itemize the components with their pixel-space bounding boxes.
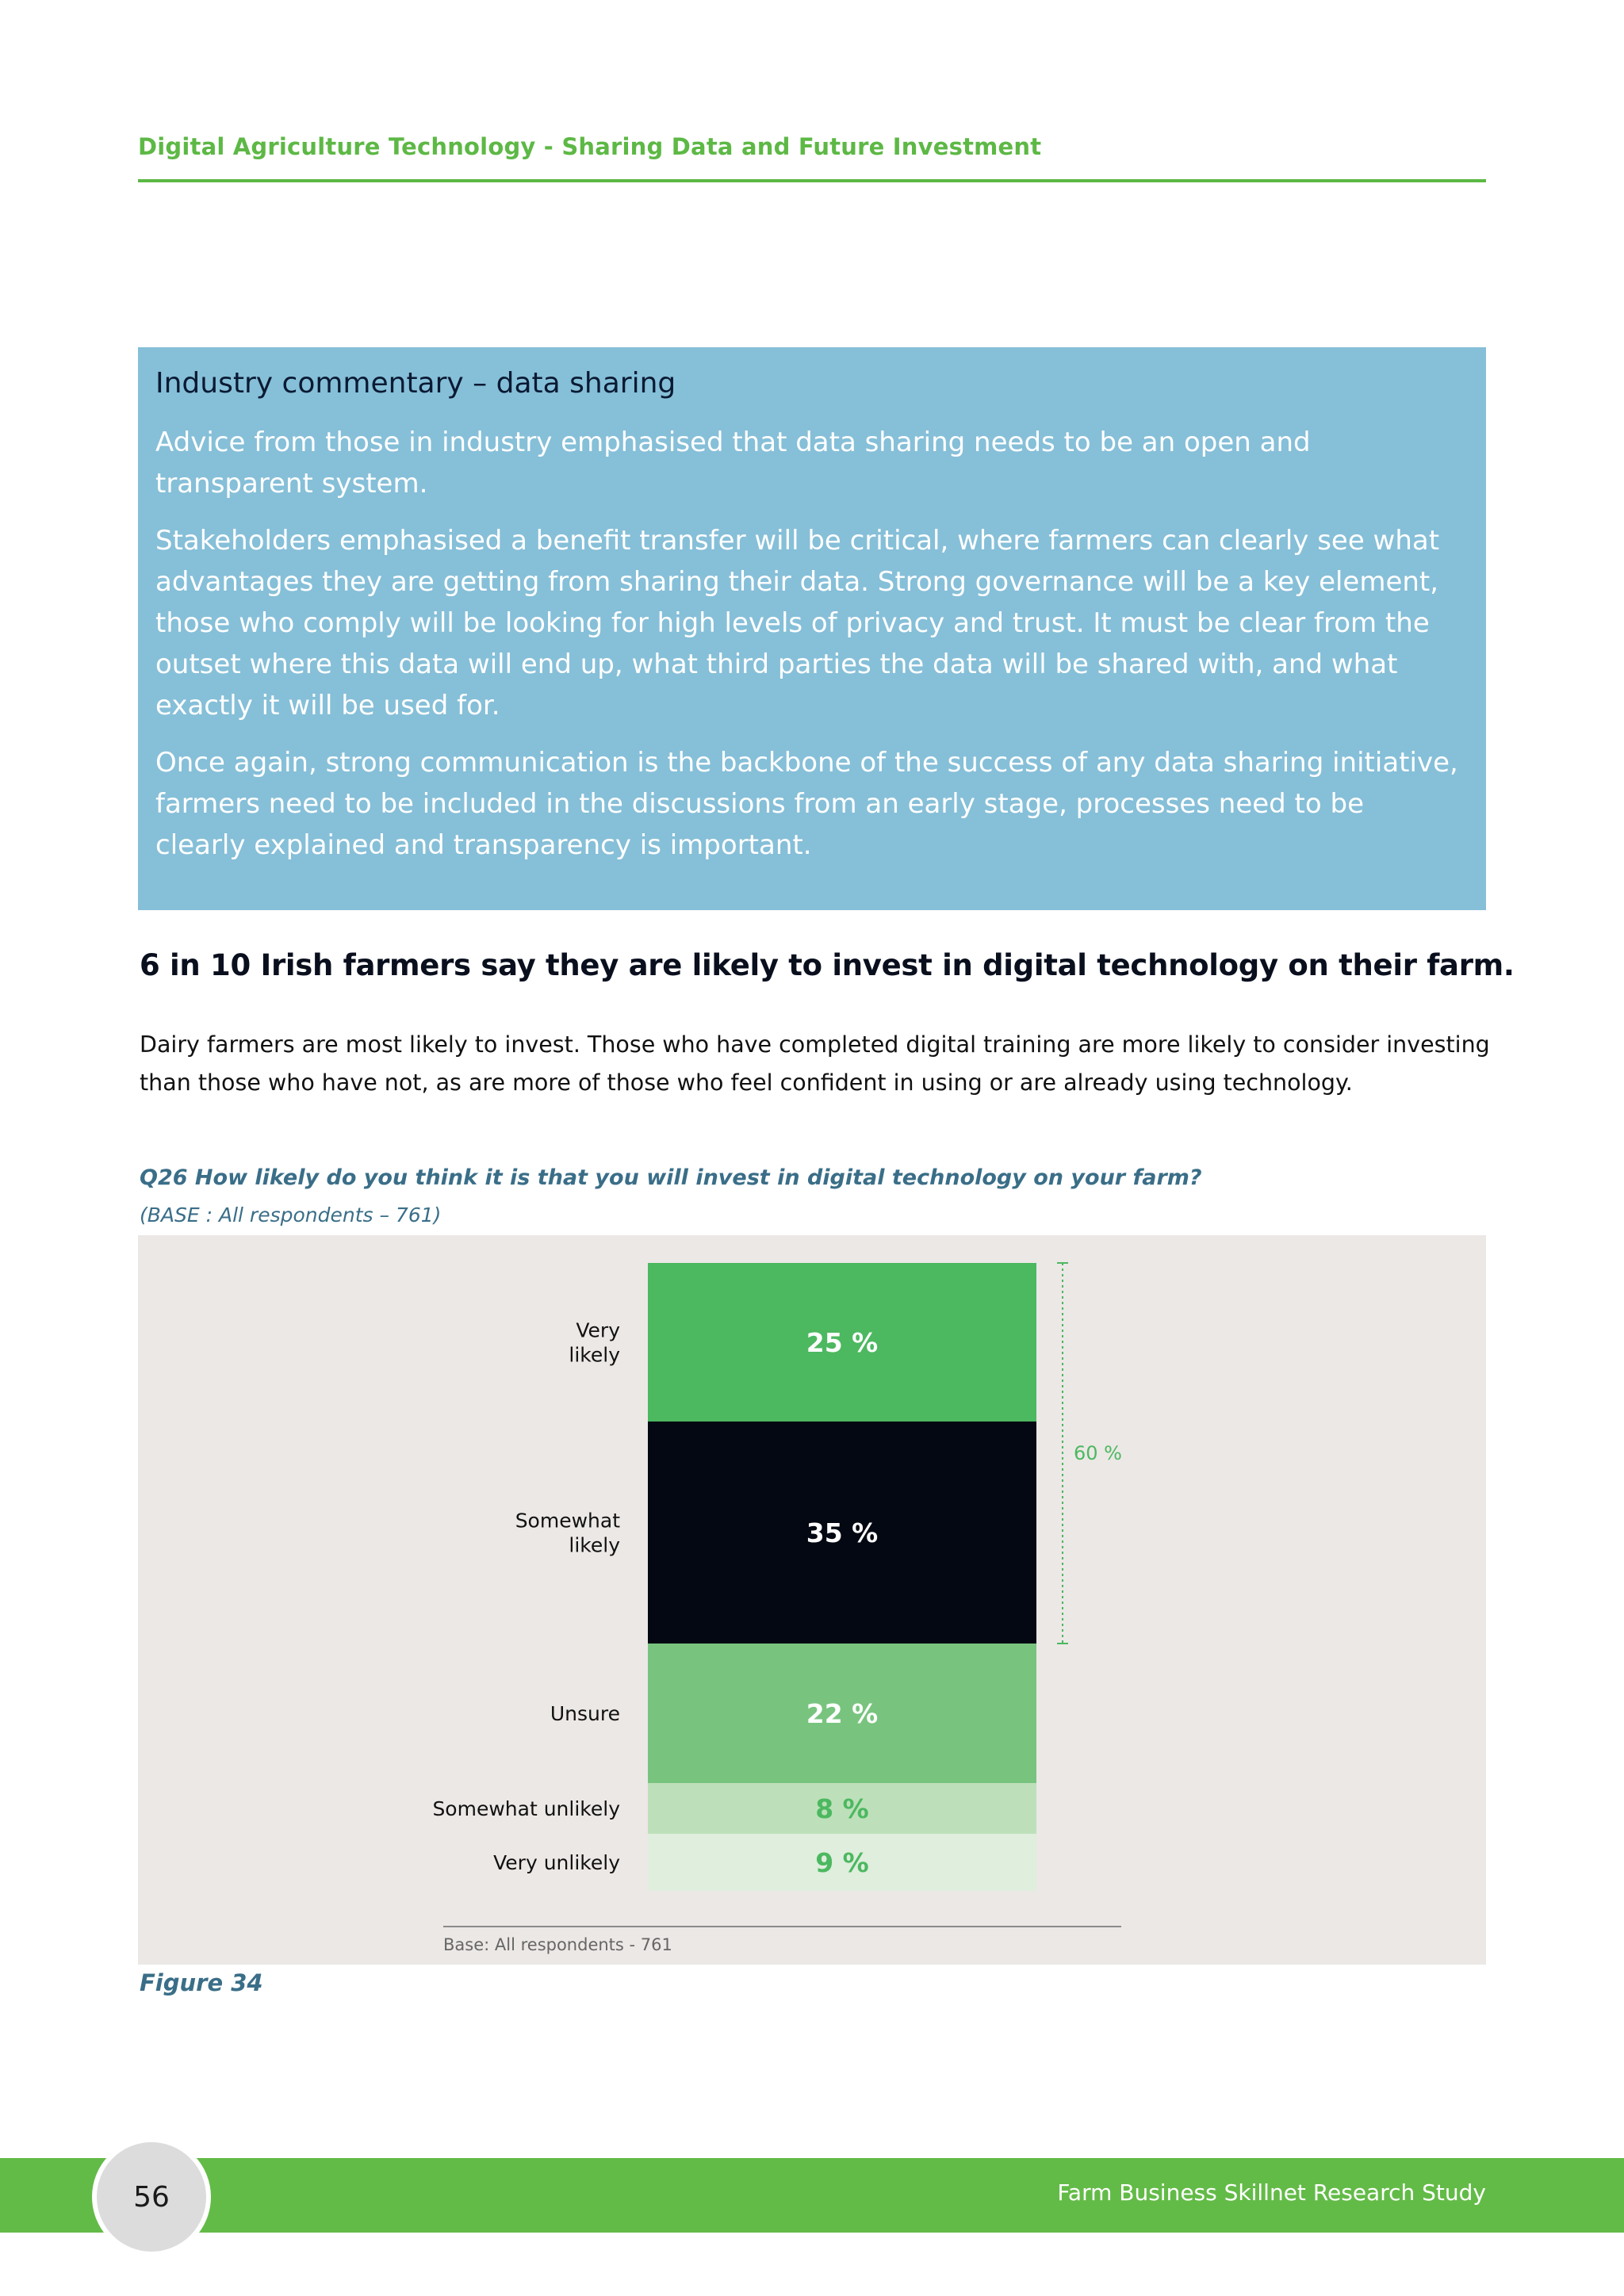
category-label: Very — [576, 1318, 620, 1342]
commentary-paragraph: Advice from those in industry emphasised that data sharing needs to be an open and transparent system. — [155, 427, 1311, 499]
page-number: 56 — [92, 2137, 211, 2256]
footer-study-title: Farm Business Skillnet Research Study — [1057, 2179, 1486, 2206]
stacked-bar-chart — [138, 1235, 1486, 1965]
chart-panel — [138, 1235, 1486, 1965]
section-headline: 6 in 10 Irish farmers say they are likely to invest in digital technology on their farm. — [140, 948, 1515, 982]
category-label: Somewhat unlikely — [432, 1797, 620, 1820]
bracket-label: 60 % — [1074, 1442, 1122, 1464]
category-label: likely — [569, 1533, 620, 1557]
value-label: 8 % — [815, 1793, 869, 1824]
running-header: Digital Agriculture Technology - Sharing Data and Future Investment — [138, 133, 1042, 160]
intro-paragraph: Dairy farmers are most likely to invest. Those who have completed digital training are more likely to consider investing than those who have not, as are more of those who feel confident in using or are already using technology. — [140, 1031, 1490, 1096]
category-label: Unsure — [550, 1702, 620, 1725]
value-label: 35 % — [806, 1517, 879, 1548]
survey-question: Q26 How likely do you think it is that you will invest in digital technology on your farm? — [140, 1165, 1202, 1190]
industry-commentary-box — [138, 347, 1486, 910]
value-label: 22 % — [806, 1698, 879, 1729]
commentary-paragraph: Stakeholders emphasised a benefit transfer will be critical, where farmers can clearly see what advantages they are getting from sharing their data. Strong governance will be a key element, those who comply will be looking for high levels of privacy and trust. It must be clear from the outset where this data will end up, what third parties the data will be shared with, and what exactly it will be used for. — [155, 525, 1440, 721]
value-label: 25 % — [806, 1327, 879, 1358]
value-label: 9 % — [815, 1847, 869, 1878]
commentary-paragraph: Once again, strong communication is the backbone of the success of any data sharing initiative, farmers need to be included in the discussions from an early stage, processes need to be clearly explained and transparency is important. — [155, 747, 1458, 861]
figure-caption: Figure 34 — [140, 1969, 263, 1996]
chart-footnote: Base: All respondents - 761 — [443, 1935, 672, 1954]
base-note: (BASE : All respondents – 761) — [140, 1203, 442, 1226]
category-label: likely — [569, 1343, 620, 1367]
commentary-title: Industry commentary – data sharing — [155, 367, 676, 400]
category-label: Somewhat — [515, 1509, 620, 1533]
category-label: Very unlikely — [493, 1851, 620, 1874]
header-divider — [138, 179, 1486, 182]
